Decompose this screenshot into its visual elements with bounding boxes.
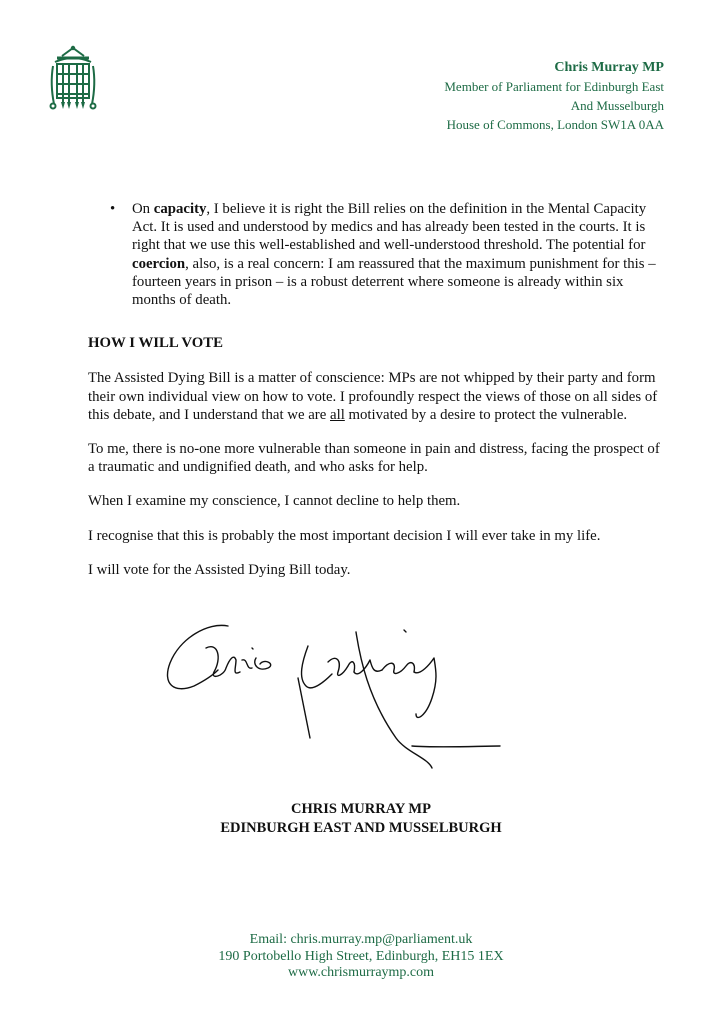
portcullis-logo-icon xyxy=(48,44,98,112)
paragraph-conscience: The Assisted Dying Bill is a matter of conscience: MPs are not whipped by their party and form their own individual view on how to vote. I profoundly respect the views of those on all sides of this debate, and I understand that we are all motivated by a desire to protect the vulnerable. xyxy=(88,370,658,423)
signatory-constituency: EDINBURGH EAST AND MUSSELBURGH xyxy=(220,819,502,836)
underlined-all: all xyxy=(330,406,345,423)
section-heading: HOW I WILL VOTE xyxy=(88,335,223,352)
letter-body xyxy=(88,200,668,579)
footer-website[interactable]: www.chrismurraymp.com xyxy=(287,965,435,980)
paragraph-decision: I recognise that this is probably the most important decision I will ever take in my life. xyxy=(88,527,601,544)
handwritten-signature xyxy=(160,618,560,798)
letterhead-line-1: Member of Parliament for Edinburgh East xyxy=(444,79,664,94)
footer xyxy=(0,932,722,982)
footer-email[interactable]: Email: chris.murray.mp@parliament.uk xyxy=(249,932,473,947)
coercion-term: coercion xyxy=(132,255,186,272)
capacity-bullet: • On capacity, I believe it is right the Bill relies on the definition in the Mental Capacity Act. It is used and understood by medics and has already been tested in the courts. It is right that we use this well-established and well-understood threshold. The potential for coercion, also, is a real concern: I am reassured that the maximum punishment for this – fourteen years in prison – is a robust deterrent where someone is already within six months of death. xyxy=(110,201,656,309)
letterhead-name: Chris Murray MP xyxy=(554,60,664,75)
paragraph-vote: I will vote for the Assisted Dying Bill today. xyxy=(88,561,351,578)
signatory-name: CHRIS MURRAY MP xyxy=(291,801,431,817)
capacity-term: capacity xyxy=(153,201,207,217)
letterhead xyxy=(444,58,664,134)
paragraph-vulnerable: To me, there is no-one more vulnerable than someone in pain and distress, facing the prospect of a traumatic and undignified death, and who asks for help. xyxy=(88,441,660,476)
letterhead-address: House of Commons, London SW1A 0AA xyxy=(446,117,664,132)
letterhead-line-2: And Musselburgh xyxy=(570,98,664,113)
bullet-dot: • xyxy=(110,201,116,217)
footer-address: 190 Portobello High Street, Edinburgh, EH15 1EX xyxy=(218,948,504,964)
paragraph-examine: When I examine my conscience, I cannot decline to help them. xyxy=(88,493,461,510)
signature-block xyxy=(0,800,722,837)
